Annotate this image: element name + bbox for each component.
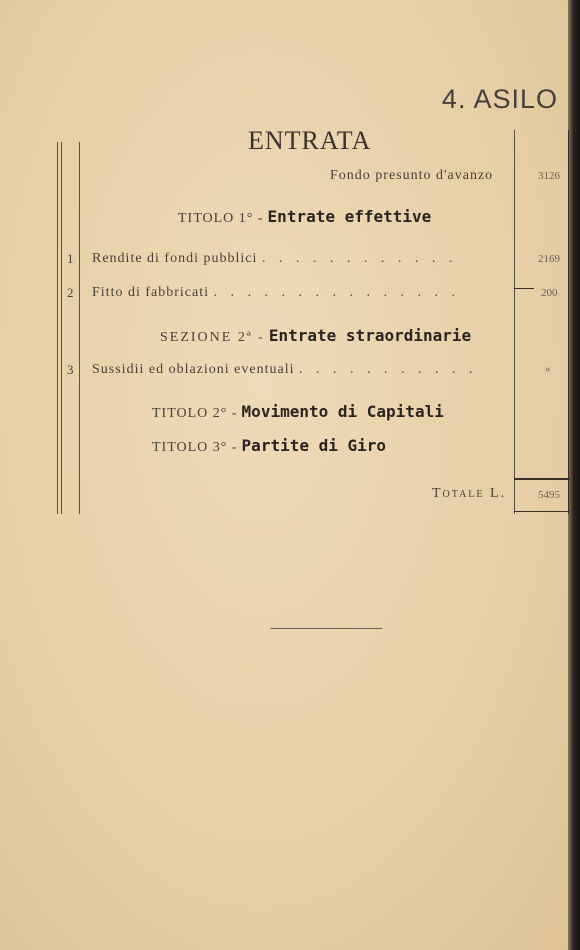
titolo3-label: Partite di Giro bbox=[241, 436, 387, 455]
subtotal-rule bbox=[514, 288, 534, 289]
row3-amount: » bbox=[545, 363, 551, 375]
titolo1-prefix: TITOLO 1° - bbox=[178, 211, 264, 226]
titolo2-heading bbox=[152, 402, 444, 422]
sezione2-prefix: SEZIONE 2ª - bbox=[160, 330, 265, 345]
titolo3-heading bbox=[152, 436, 386, 456]
row1-number: 1 bbox=[67, 251, 74, 266]
titolo3-prefix: TITOLO 3° - bbox=[152, 440, 238, 455]
fondo-label: Fondo presunto d'avanzo bbox=[330, 168, 494, 183]
totale-amount: 5495 bbox=[538, 489, 560, 501]
row1-dots: . . . . . . . . . . . . bbox=[261, 251, 458, 266]
row3-label bbox=[92, 362, 477, 378]
sezione2-label: Entrate straordinarie bbox=[268, 326, 472, 345]
titolo1-label: Entrate effettive bbox=[267, 207, 432, 226]
row2-amount: 200 bbox=[541, 287, 558, 299]
titolo1-heading bbox=[178, 207, 431, 227]
total-rule bbox=[514, 478, 570, 480]
number-column-rule bbox=[79, 142, 80, 514]
row1-amount: 2169 bbox=[538, 253, 560, 265]
left-rule-outer bbox=[57, 142, 58, 514]
row2-dots: . . . . . . . . . . . . . . . bbox=[213, 285, 460, 300]
row3-text: Sussidii ed oblazioni eventuali bbox=[92, 362, 295, 377]
row2-number: 2 bbox=[67, 285, 74, 300]
section-title: ENTRATA bbox=[248, 126, 372, 155]
table-bottom-rule bbox=[514, 511, 570, 512]
amount-column-rule-left bbox=[514, 130, 515, 514]
row1-label bbox=[92, 251, 457, 267]
row3-dots: . . . . . . . . . . . bbox=[298, 362, 478, 377]
row1-text: Rendite di fondi pubblici bbox=[92, 251, 258, 266]
row2-label bbox=[92, 285, 460, 301]
titolo2-prefix: TITOLO 2° - bbox=[152, 406, 238, 421]
amount-column-rule-right bbox=[568, 130, 569, 514]
fondo-amount: 3126 bbox=[538, 170, 560, 182]
titolo2-label: Movimento di Capitali bbox=[241, 402, 444, 421]
row3-number: 3 bbox=[67, 362, 74, 377]
page-edge bbox=[568, 0, 580, 950]
left-rule-inner bbox=[61, 142, 62, 514]
closing-rule bbox=[270, 628, 382, 629]
row2-text: Fitto di fabbricati bbox=[92, 285, 209, 300]
totale-label: Totale L. bbox=[432, 486, 507, 501]
sezione2-heading bbox=[160, 326, 471, 346]
page-header: 4. ASILO bbox=[441, 84, 558, 114]
